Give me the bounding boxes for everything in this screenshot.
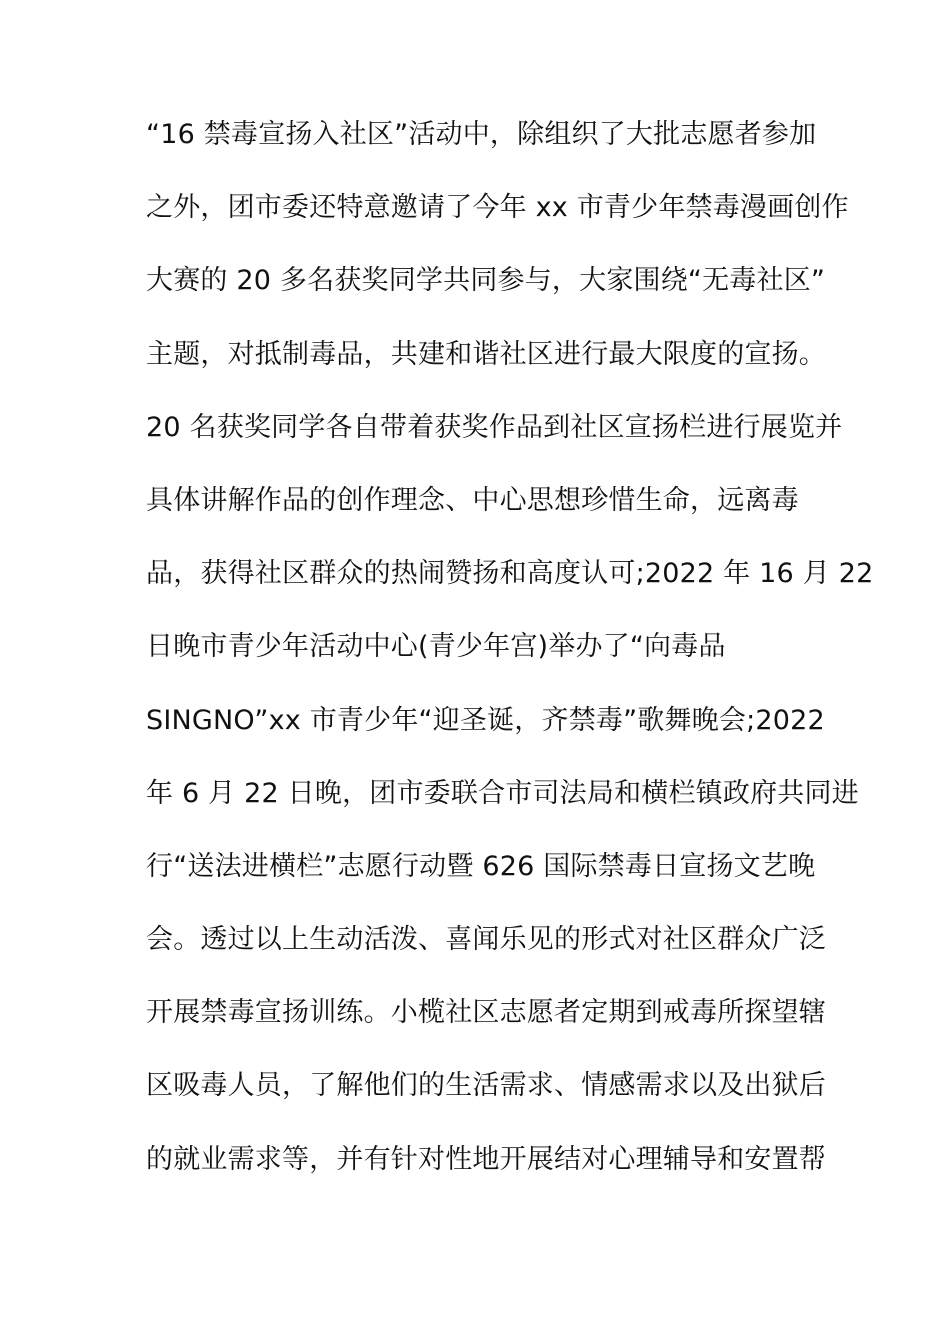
text-line: 日晚市青少年活动中心(青少年宫)举办了“向毒品: [146, 631, 726, 663]
text-line: 行“送法进横栏”志愿行动暨 626 国际禁毒日宣扬文艺晚: [146, 850, 816, 882]
text-line: 20 名获奖同学各自带着获奖作品到社区宣扬栏进行展览并: [146, 411, 843, 443]
text-line: SINGNO”xx 市青少年“迎圣诞，齐禁毒”歌舞晚会;2022: [146, 704, 825, 736]
text-line: 区吸毒人员，了解他们的生活需求、情感需求以及出狱后: [146, 1070, 826, 1102]
text-line: “16 禁毒宣扬入社区”活动中，除组织了大批志愿者参加: [146, 119, 817, 150]
text-line: 之外，团市委还特意邀请了今年 xx 市青少年禁毒漫画创作: [146, 192, 849, 224]
text-line: 会。透过以上生动活泼、喜闻乐见的形式对社区群众广泛: [146, 924, 826, 956]
body-text: [146, 112, 874, 1210]
text-line: 年 6 月 22 日晚，团市委联合市司法局和横栏镇政府共同进: [146, 777, 859, 809]
text-line: 的就业需求等，并有针对性地开展结对心理辅导和安置帮: [146, 1143, 826, 1175]
text-line: 具体讲解作品的创作理念、中心思想珍惜生命，远离毒: [146, 484, 799, 516]
text-line: 开展禁毒宣扬训练。小榄社区志愿者定期到戒毒所探望辖: [146, 997, 826, 1029]
text-line: 大赛的 20 多名获奖同学共同参与，大家围绕“无毒社区”: [146, 265, 826, 297]
text-line: 主题，对抵制毒品，共建和谐社区进行最大限度的宣扬。: [146, 338, 826, 370]
text-line: 品，获得社区群众的热闹赞扬和高度认可;2022 年 16 月 22: [146, 558, 874, 590]
